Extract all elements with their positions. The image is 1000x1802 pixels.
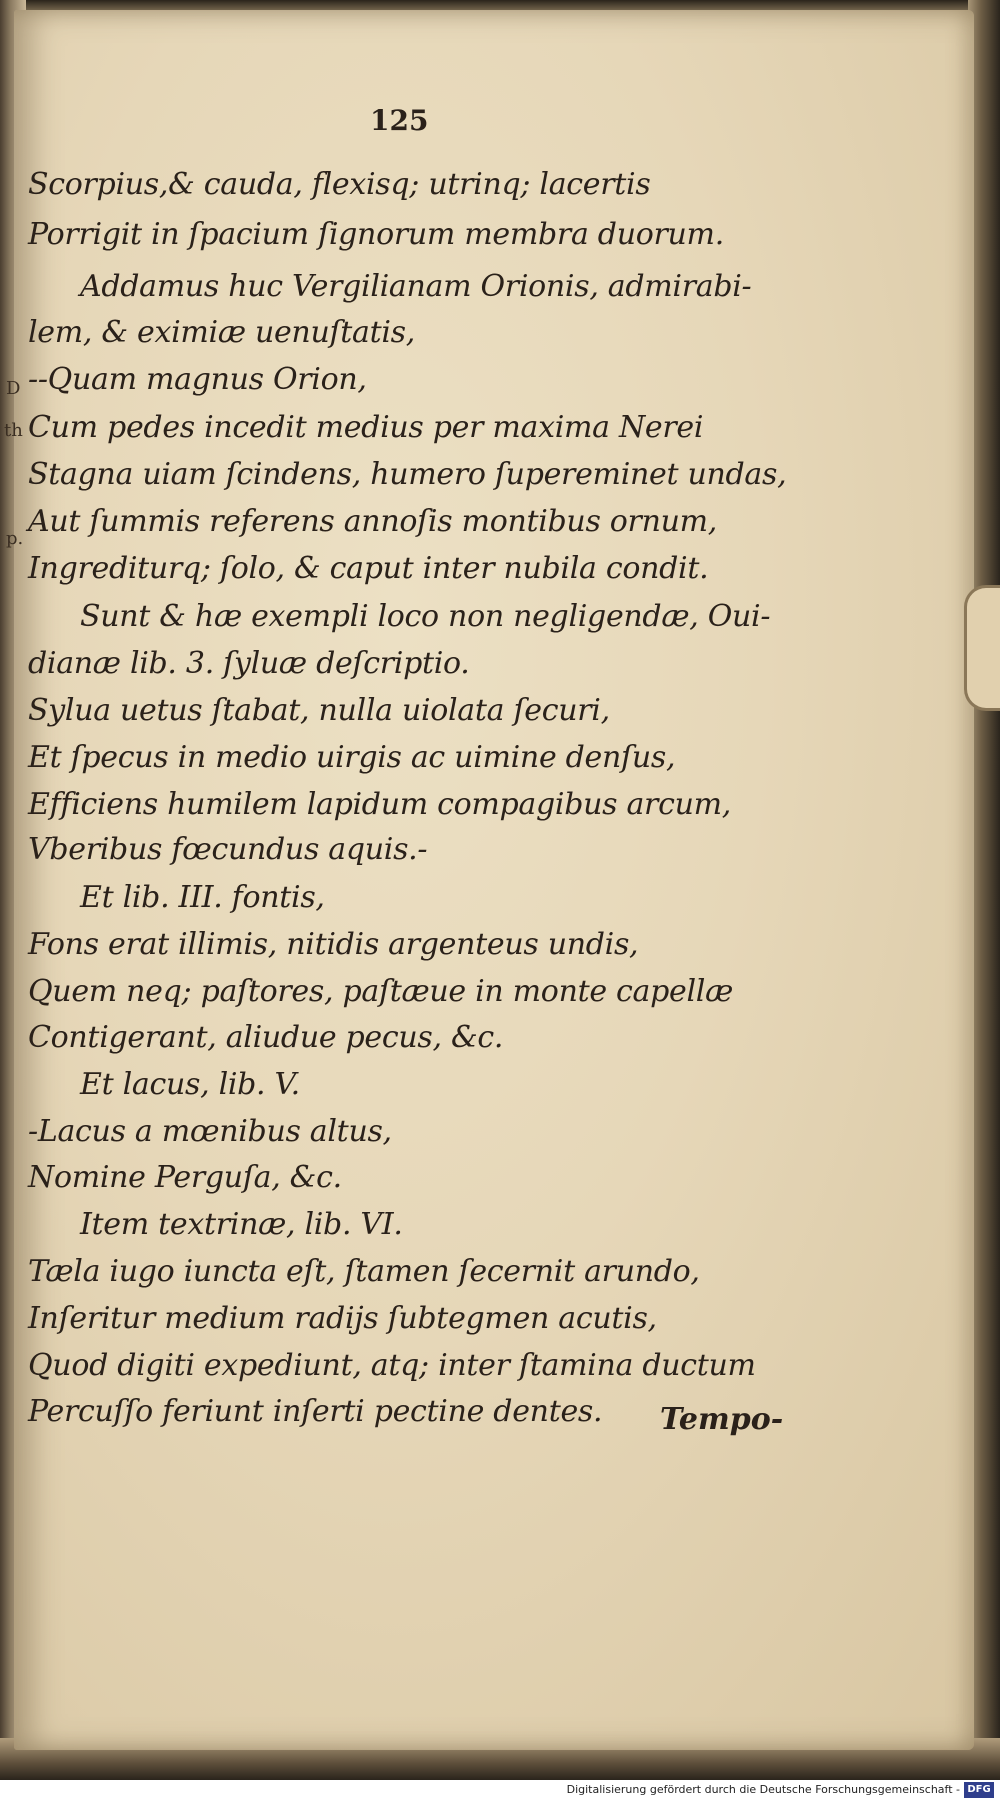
- text-line: Contigerant, aliudue pecus, &c.: [28, 1020, 504, 1055]
- text-line: Ingrediturq; ſolo, & caput inter nubila condit.: [28, 551, 709, 586]
- margin-fragment: D: [6, 378, 21, 399]
- text-line: --Quam magnus Orion,: [28, 362, 367, 397]
- text-line: Stagna uiam ſcindens, humero ſupereminet undas,: [28, 457, 787, 492]
- text-line: Aut ſummis referens annoſis montibus ornum,: [28, 504, 718, 539]
- margin-fragment: th: [4, 420, 23, 441]
- text-line: -Lacus a mœnibus altus,: [28, 1114, 392, 1149]
- text-line: Tæla iugo iuncta eſt, ſtamen ſecernit arundo,: [28, 1254, 700, 1289]
- text-line: Et lacus, lib. V.: [80, 1067, 300, 1102]
- text-line: Sylua uetus ſtabat, nulla uiolata ſecuri,: [28, 693, 610, 728]
- text-line: Nomine Perguſa, &c.: [28, 1160, 342, 1195]
- text-line: Percuſſo feriunt inſerti pectine dentes.: [28, 1394, 603, 1429]
- margin-fragment: p.: [6, 528, 24, 549]
- funding-credit: Digitalisierung gefördert durch die Deutsche Forschungsgemeinschaft -: [566, 1783, 960, 1796]
- text-line: Scorpius,& cauda, flexisq; utrinq; lacertis: [28, 167, 651, 202]
- text-line: Et lib. III. fontis,: [80, 880, 325, 915]
- text-line: lem, & eximiæ uenuſtatis,: [28, 315, 415, 350]
- text-line: Cum pedes incedit medius per maxima Nerei: [28, 410, 704, 445]
- text-line: Item textrinæ, lib. VI.: [80, 1207, 403, 1242]
- catchword: Tempo-: [660, 1402, 784, 1437]
- text-line: Sunt & hæ exempli loco non negligendæ, Oui-: [80, 599, 771, 634]
- page-clasp: [964, 585, 1000, 711]
- text-line: Quem neq; paſtores, paſtæue in monte capellæ: [28, 974, 733, 1009]
- text-line: Efficiens humilem lapidum compagibus arcum,: [28, 787, 731, 822]
- text-line: Fons erat illimis, nitidis argenteus undis,: [28, 927, 639, 962]
- dfg-logo: DFG: [964, 1782, 994, 1798]
- text-line: dianæ lib. 3. ſyluæ deſcriptio.: [28, 646, 470, 681]
- text-line: Quod digiti expediunt, atq; inter ſtamina ductum: [28, 1348, 756, 1383]
- text-line: Addamus huc Vergilianam Orionis, admirabi-: [80, 269, 752, 304]
- page-number: 125: [370, 104, 429, 137]
- text-line: Inſeritur medium radijs ſubtegmen acutis,: [28, 1301, 657, 1336]
- text-line: Vberibus fœcundus aquis.-: [28, 832, 428, 867]
- text-line: Et ſpecus in medio uirgis ac uimine denſus,: [28, 740, 676, 775]
- text-line: Porrigit in ſpacium ſignorum membra duorum.: [28, 217, 724, 252]
